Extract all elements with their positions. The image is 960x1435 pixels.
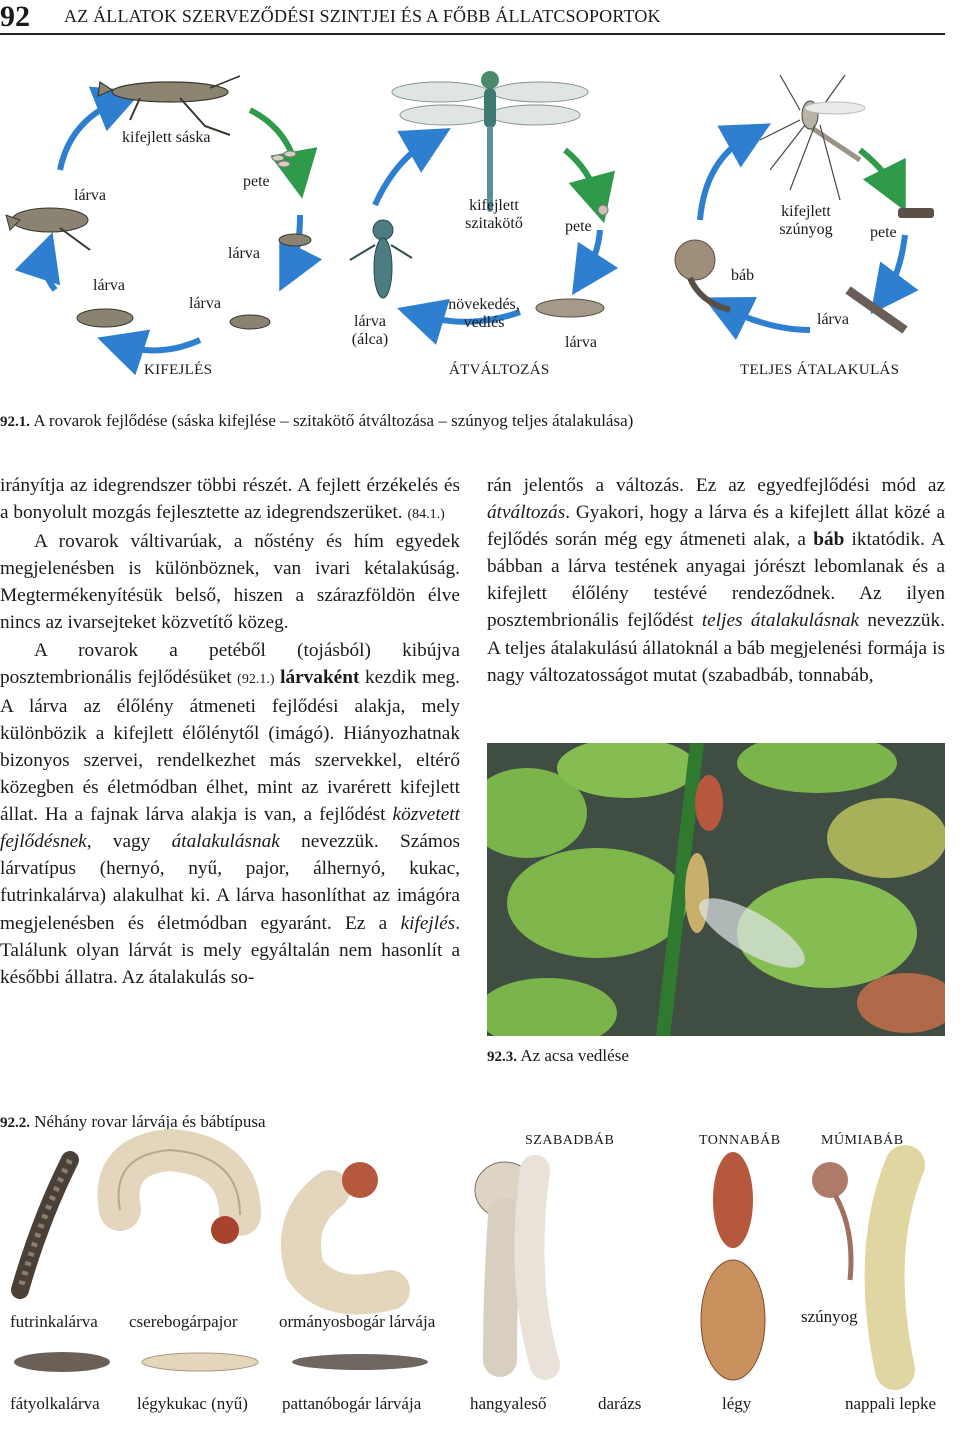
label-larva-c3: lárva (817, 311, 849, 328)
paragraph-3: A rovarok a petéből (tojásból) kibújva posztembrionális fejlődésüket (92.1.) lárvaként kezdik meg. A lárva az élőlény átmeneti fejlődési alakja, mely különbözik a kifejlett élőlénytől (imágó). Hiányozhatnak bizonyos szervei, rendelkezhet más szervekkel, eltérő közegben és életmódban élhet, mint az ivarérett kifejlett állat. Ha a fajnak lárva alakja is van, a fejlődést közvetett fejlődésnek, vagy átalakulásnak nevezzük. Számos lárvatípus (hernyó, nyű, pajor, álhernyó, kukac, futrinkalárva) alakulhat ki. A lárva hasonlíthat az imágóra megjelenésben és életmódban egyaránt. Ez a kifejlés. Találunk olyan lárvát is mely egyáltalán nem hasonlít a későbbi állatra. Az átalakulás so- (0, 639, 461, 988)
grasshopper-adult-icon (98, 76, 240, 135)
butterfly-chrysalis-icon (885, 1165, 905, 1370)
label-futrinkalarva: futrinkalárva (10, 1312, 98, 1331)
label-pattanobogar-larvaja: pattanóbogár lárvája (282, 1394, 422, 1413)
arrow-c3-bottom (725, 308, 810, 330)
label-nappali-lepke: nappali lepke (845, 1394, 937, 1413)
arrow-c3-green (860, 150, 895, 190)
figure-2-caption (0, 1112, 266, 1132)
figure-1-caption (0, 411, 633, 431)
term-kifejles: kifejlés (400, 912, 456, 934)
photo-illustration (487, 743, 945, 1036)
arrow-c2-green (565, 150, 598, 200)
page-number: 92 (0, 0, 30, 33)
label-larva-c1-b: lárva (228, 245, 260, 262)
photo-caption (487, 1046, 629, 1066)
term-larvakent: lárvaként (280, 666, 360, 688)
label-darazs: darázs (598, 1394, 642, 1413)
mosquito-egg-raft-icon (898, 208, 934, 218)
arrow-c3-right (885, 235, 905, 295)
figure-92-1 (0, 40, 960, 440)
mosquito-larva-icon (848, 290, 905, 330)
dragonfly-egg-icon (598, 205, 608, 215)
figure-2-number: 92.2. (0, 1115, 30, 1131)
figure-1-number: 92.1. (0, 414, 30, 430)
larvae-pupae-illustration (0, 1140, 960, 1400)
label-larva-c1-a: lárva (74, 187, 106, 204)
click-beetle-larva-icon (292, 1354, 428, 1370)
photo-number: 92.3. (487, 1049, 517, 1065)
lacewing-larva-icon (14, 1352, 110, 1372)
right-column: rán jelentős a változás. Ez az egyedfejlődési mód az átváltozás. Gyakori, hogy a lárva és a kifejlett állat közé a fejlődés során még egy átmeneti alak, a báb iktatódik. A bábban a lárva testének anyagai jórészt lebomlanak és a kifejlett élőlény testévé rendeződnek. Az ilyen posztembrionális fejlődést teljes átalakulásnak nevezzük. A teljes átalakulású állatoknál a báb megjelenési formája is nagy változatosságot mutat (szabadbáb, tonnabáb, (487, 475, 945, 686)
arrow-c1-bottom (120, 340, 200, 350)
caption-teljes-atalakulas: TELJES ÁTALAKULÁS (740, 362, 900, 378)
label-cserebogarpajor: cserebogárpajor (129, 1312, 238, 1331)
ref-84-1: (84.1.) (407, 507, 445, 523)
dragonfly-nymph-icon (350, 220, 412, 298)
header-szabadbab: SZABADBÁB (525, 1133, 615, 1148)
weevil-larva-icon (301, 1162, 390, 1295)
photo-caption-text: Az acsa vedlése (520, 1046, 629, 1065)
figure-1-caption-text: A rovarok fejlődése (sáska kifejlése – szitakötő átváltozása – szúnyog teljes átalakulása) (33, 411, 634, 430)
arrow-c1-left (44, 255, 55, 290)
photo-dragonfly-molting (487, 743, 945, 1036)
label-larva-c2: lárva (565, 334, 597, 351)
term-atvaltozas: átváltozás (487, 502, 566, 524)
arrow-c1-up (60, 100, 120, 170)
dragonfly-adult-icon (392, 71, 588, 212)
paragraph-2: A rovarok váltivarúak, a nőstény és hím egyedek megjelenésben is különböznek, van ivari kétalakúság. Megtermékenyítésük belső, hiszen a szárazföldön élve nincs az ivarsejteket közvetítő közeg. (0, 531, 460, 634)
term-teljes-atalakulas: teljes átalakulásnak (701, 610, 860, 632)
label-egg-c3: pete (870, 224, 897, 241)
ground-beetle-larva-icon (20, 1160, 70, 1290)
label-egg-c1: pete (243, 173, 270, 190)
label-larva-nymph: lárva (álca) (351, 313, 389, 348)
cockchafer-grub-icon (119, 1150, 240, 1244)
left-column (0, 472, 460, 991)
label-larva-c1-c: lárva (93, 277, 125, 294)
arrow-c2-up (375, 140, 430, 205)
term-bab: báb (813, 529, 845, 551)
arrow-c3-up (700, 135, 750, 220)
label-fatyolkalarva: fátyolkalárva (10, 1394, 100, 1413)
fly-maggot-icon (142, 1353, 258, 1371)
header-mumiabab: MÚMIABÁB (821, 1133, 904, 1148)
grasshopper-nymph-large-icon (6, 208, 90, 250)
term-atalakulas: átalakulásnak (171, 831, 280, 853)
arrow-c1-green (250, 110, 298, 175)
label-adult-dragonfly: kifejlett szitakötő (465, 197, 523, 232)
label-adult-grasshopper: kifejlett sáska (122, 129, 211, 146)
label-pupa: báb (731, 267, 755, 284)
label-growth-molting: növekedés, vedlés (448, 296, 520, 331)
label-ormanyosbogar-larvaja: ormányosbogár lárvája (279, 1312, 436, 1331)
label-larva-c1-d: lárva (189, 295, 221, 312)
fly-puparium-icon (701, 1152, 765, 1380)
figure-2-caption-text: Néhány rovar lárvája és bábtípusa (34, 1112, 266, 1131)
header-rule (0, 33, 945, 35)
mosquito-pupa-small-icon (812, 1162, 851, 1280)
label-szunyog: szúnyog (801, 1307, 858, 1326)
arrow-c2-right (585, 230, 600, 275)
running-title: AZ ÁLLATOK SZERVEZŐDÉSI SZINTJEI ÉS A FŐBB ÁLLATCSOPORTOK (64, 6, 661, 26)
label-hangyaleso: hangyaleső (470, 1394, 547, 1413)
wasp-pupa-icon (529, 1170, 545, 1365)
dragonfly-larva-icon (536, 299, 604, 317)
term-kozvetett: közvetett fejlődésnek (0, 804, 460, 853)
caption-kifejles: KIFEJLÉS (144, 362, 213, 378)
ref-92-1: (92.1.) (237, 671, 275, 687)
paragraph-1: irányítja az idegrendszer többi részét. A fejlett érzékelés és a bonyolult mozgás fejlesztette az idegrendszerüket. (0, 475, 460, 524)
caption-atvaltozas: ÁTVÁLTOZÁS (449, 362, 550, 378)
label-adult-mosquito: kifejlett szúnyog (779, 203, 833, 238)
label-legy: légy (722, 1394, 752, 1413)
mosquito-adult-icon (760, 75, 865, 200)
label-egg-c2: pete (565, 218, 592, 235)
label-legykukac: légykukac (nyű) (137, 1394, 248, 1413)
mosquito-pupa-icon (675, 240, 730, 310)
header-tonnabab: TONNABÁB (699, 1133, 781, 1148)
